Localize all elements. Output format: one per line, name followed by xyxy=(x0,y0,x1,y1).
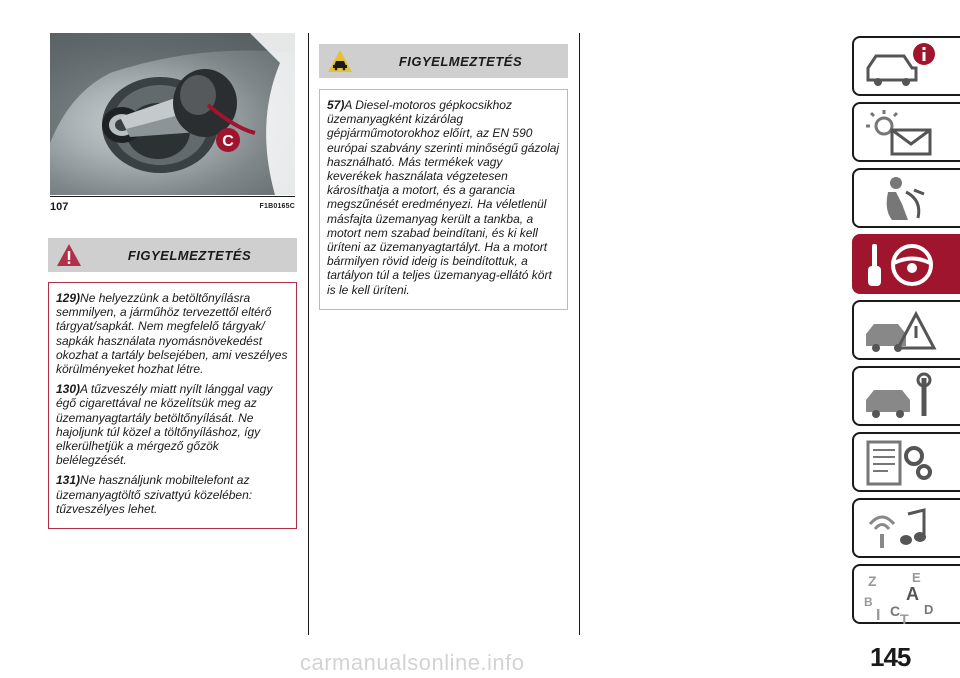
column-divider xyxy=(579,33,580,635)
warning-left-box xyxy=(48,282,297,529)
fuel-filler-illustration xyxy=(50,33,295,195)
tab-technical-data[interactable] xyxy=(852,432,960,492)
alphabet-index-icon xyxy=(862,570,942,624)
dashboard-lights-icon xyxy=(862,108,942,158)
tab-car-info[interactable] xyxy=(852,36,960,96)
seat-airbag-icon xyxy=(862,174,942,224)
warning-ref: 131) xyxy=(56,473,81,488)
watermark: carmanualsonline.info xyxy=(300,650,525,675)
svg-text:T: T xyxy=(900,611,909,624)
figure-number: 107 xyxy=(50,201,69,213)
tab-dashboard-lights[interactable] xyxy=(852,102,960,162)
tab-starting-driving[interactable] xyxy=(852,234,960,294)
warning-item xyxy=(327,98,560,297)
warning-text: Ne használjunk mobiltelefont az üzemanyagtöltő szivattyú közelében: tűzveszélyes lehet. xyxy=(56,473,253,516)
svg-text:I: I xyxy=(876,607,881,624)
warning-right-header xyxy=(319,44,568,78)
warning-left-header xyxy=(48,238,297,272)
figure-code: F1B0165C xyxy=(259,203,295,210)
tab-multimedia[interactable] xyxy=(852,498,960,558)
column-divider xyxy=(308,33,309,635)
svg-text:E: E xyxy=(912,570,921,585)
warning-item xyxy=(56,291,289,376)
warning-text: Ne helyezzünk a betöltőnyílásra semmilyen, a járműhöz tervezettől eltérő tárgyat/sapkát. Nem megfelelő tárgyak/ sapkák használata nyomásnövekedést okozhat a tartály belsejében, ami veszélyes körülményeket hozhat létre. xyxy=(56,291,288,377)
tab-maintenance[interactable] xyxy=(852,366,960,426)
car-info-icon xyxy=(862,42,942,92)
warning-right-title: FIGYELMEZTETÉS xyxy=(398,53,523,69)
warning-text: A Diesel-motoros gépkocsikhoz üzemanyagként kizárólag gépjárműmotorokhoz előírt, az EN 590 európai szabvány szerinti minőségű gázolaj használható. Más termékek vagy keverékek használata végzetesen károsíthatja a motort, és a garancia megszűnését eredményezi. Ha véletlenül másfajta üzemanyag került a tankba, a motort nem szabad beindítani, és ki kell üríteni az üzemanyagtartályt. Ha a motort bármilyen rövid ideig is beindítottuk, a tartályon túl a teljes üzemanyag-ellátó kört is le kell üríteni. xyxy=(327,98,560,297)
callout-letter: C xyxy=(222,133,234,150)
warning-ref: 57) xyxy=(327,98,345,112)
tab-emergency[interactable] xyxy=(852,300,960,360)
warning-text: A tűzveszély miatt nyílt lánggal vagy égő cigarettával ne közelítsük meg az üzemanyagtartály betöltőnyílását. Ne hajoljunk túl közel a töltőnyíláshoz, így elkerülhetjük a mérgező gőzök belélegzését. xyxy=(56,382,273,468)
figure-caption xyxy=(50,196,295,215)
tab-index[interactable] xyxy=(852,564,960,624)
car-wrench-icon xyxy=(862,372,942,422)
svg-text:Z: Z xyxy=(868,573,877,589)
tab-seat-airbag[interactable] xyxy=(852,168,960,228)
warning-exclamation-icon xyxy=(56,243,82,267)
svg-text:C: C xyxy=(890,603,901,619)
specs-gears-icon xyxy=(862,438,942,488)
warning-ref: 130) xyxy=(56,382,81,397)
fuel-filler-photo xyxy=(50,33,295,195)
warning-item xyxy=(56,382,289,467)
radio-music-icon xyxy=(862,504,942,554)
warning-item xyxy=(56,473,289,516)
svg-text:A: A xyxy=(906,584,919,604)
car-engine-warning-icon xyxy=(327,49,353,73)
key-steering-wheel-icon xyxy=(862,240,942,290)
warning-ref: 129) xyxy=(56,291,81,305)
warning-right-box xyxy=(319,89,568,310)
car-accident-warning-icon xyxy=(862,306,942,356)
svg-text:D: D xyxy=(924,602,934,617)
page-number: 145 xyxy=(870,642,911,672)
svg-text:B: B xyxy=(864,595,873,609)
warning-left-title: FIGYELMEZTETÉS xyxy=(127,247,252,263)
